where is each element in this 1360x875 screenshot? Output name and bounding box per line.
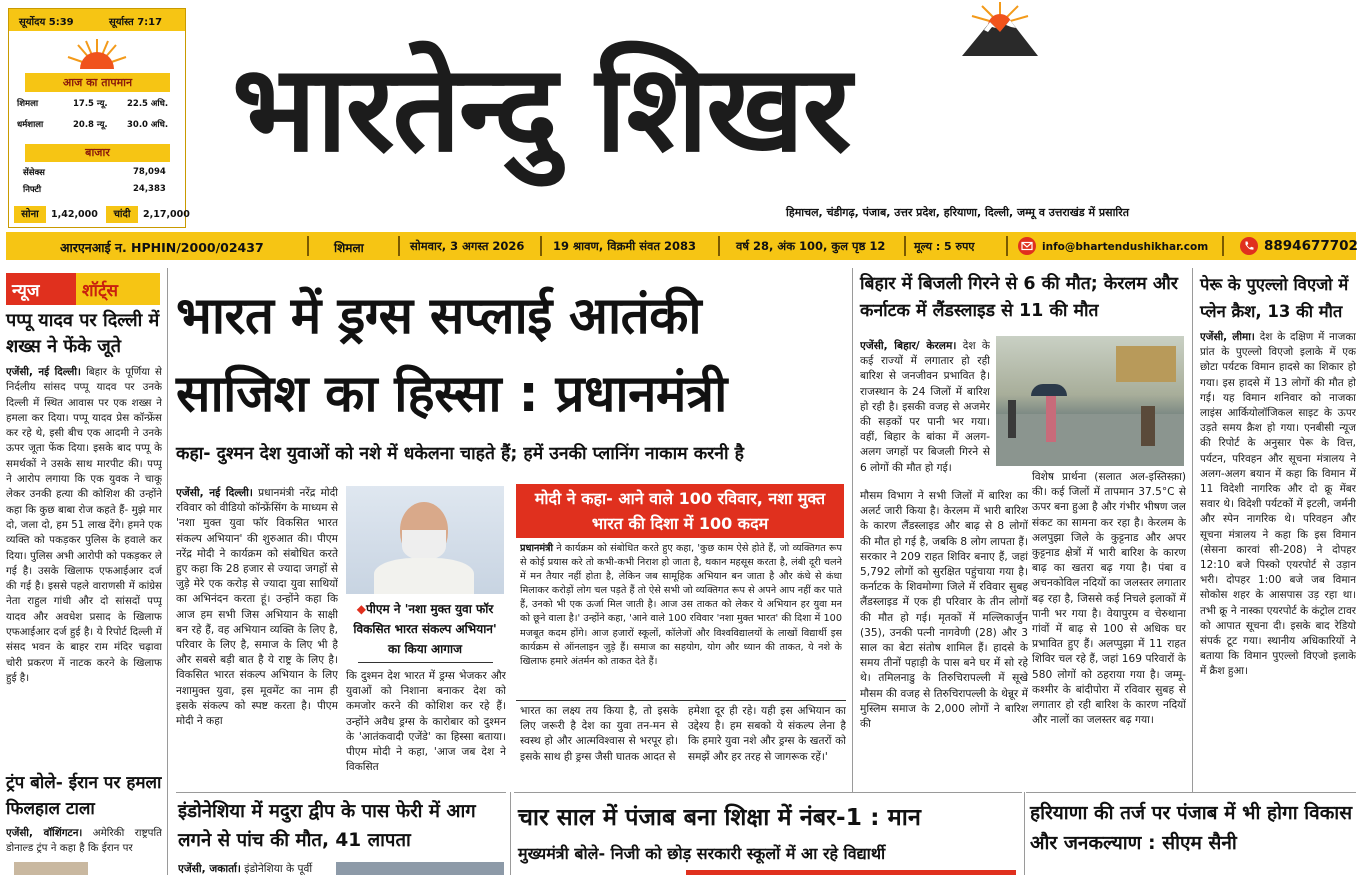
indonesia-headline: इंडोनेशिया में मदुरा द्वीप के पास फेरी में आग लगने से पांच की मौत, 41 लापता (178, 801, 476, 851)
dateline: एजेंसी, नई दिल्ली। (176, 487, 253, 499)
indonesia-body (178, 862, 328, 875)
temp-row (9, 98, 185, 109)
short-text: अमेरिकी राष्ट्रपति डोनाल्ड ट्रंप ने कहा है कि ईरान पर (6, 827, 162, 855)
temp-row (9, 119, 185, 130)
quote-box-body (520, 542, 842, 698)
temp-city: धर्मशाला (17, 120, 44, 130)
bullet-icon: ◆ (356, 602, 366, 616)
phone-icon (1240, 237, 1258, 255)
info-box (8, 8, 190, 228)
sun-icon (64, 37, 130, 71)
email-address[interactable]: info@bhartendushikhar.com (1042, 241, 1209, 253)
column-rule (510, 792, 511, 875)
rni-number: आरएनआई न. HPHIN/2000/02437 (60, 240, 264, 255)
mountain-logo-icon (960, 0, 1040, 56)
sunset-time: सूर्यास्त 7:17 (109, 17, 163, 28)
divider (718, 236, 720, 256)
issue-date: सोमवार, 3 अगस्त 2026 (410, 239, 525, 253)
caption-rule (358, 662, 493, 663)
lead-text: प्रधानमंत्री नरेंद्र मोदी रविवार को वीडियो कॉन्फ्रेंसिंग के माध्यम से 'नशा मुक्त युवा फॉर विकसित भारत संकल्प अभियान' की शुरुआत की। पीएम नरेंद्र मोदी ने कार्यक्रम को संबोधित करते हुए कहा कि 28 हजार से ज्यादा जगहों से जुड़े मेरे एक करोड़ से ज्यादा युवा साथियों का अभिनंदन करता हूं। उन्होंने कहा कि आज हम सभी जिस अभियान के साक्षी बन रहे हैं, वह अभियान व्यक्ति के लिए है, परिवार के लिए है, समाज के लिए भी है और सबसे बड़ी बात है ये राष्ट्र के लिए है। विकसित भारत संकल्प अभियान के लिए नशामुक्त युवा, इस मूवमेंट का नाम ही इसके संकल्प को स्पष्ट करता है। पीएम मोदी ने कहा (176, 487, 338, 728)
section-rule (1026, 792, 1356, 793)
divider (307, 236, 309, 256)
weather-body-a (860, 339, 990, 485)
photo-caption (346, 599, 504, 659)
photo-floodwater (996, 414, 1184, 466)
lead-column-4: हमेशा दूर ही रहे। यही इस अभियान का उद्देश्य है। हम सबको ये संकल्प लेना है कि हमारे युवा नशे और ड्रग्स के खतरों को समझें और हर तरह से जागरूक रहें।' (688, 705, 846, 763)
silver-label: चांदी (106, 206, 138, 223)
news-label: न्यूज (12, 281, 40, 301)
edition-city: शिमला (334, 241, 364, 255)
dateline: एजेंसी, बिहार/ केरलम। (860, 340, 957, 352)
column-rule (852, 268, 853, 792)
email-icon (1018, 237, 1036, 255)
weather-headline: बिहार में बिजली गिरने से 6 की मौत; केरलम और कर्नाटक में लैंडस्लाइड से 11 की मौत (860, 274, 1178, 321)
vikram-samvat: 19 श्रावण, विक्रमी संवत 2083 (553, 239, 697, 253)
lead-column-1 (176, 486, 338, 788)
quote-box-title: मोदी ने कहा- आने वाले 100 रविवार, नशा मुक्त भारत की दिशा में 100 कदम (534, 489, 826, 533)
column-rule (1192, 268, 1193, 792)
column-rule (1024, 792, 1025, 875)
photo-umbrella (1031, 384, 1067, 396)
dateline: एजेंसी, वॉशिंगटन। (6, 827, 83, 839)
price: मूल्य : 5 रुपए (914, 240, 975, 253)
temp-max: 30.0 अधि. (127, 120, 169, 130)
market-value: 24,383 (133, 184, 166, 194)
silver-value: 2,17,000 (143, 209, 190, 220)
indonesia-text: इंडोनेशिया के पूर्वी (244, 863, 313, 875)
tagline: हिमाचल, चंडीगढ़, पंजाब, उत्तर प्रदेश, हरियाणा, दिल्ली, जम्मू व उत्तराखंड में प्रसारित (786, 206, 1130, 219)
weather-body-b: मौसम विभाग ने सभी जिलों में बारिश का अलर्ट जारी किया है। केरलम में भारी बारिश के कारण लैंडस्लाइड और बाढ़ से 8 लोगों की मौत हो गई है, जबकि 8 लोग लापता हैं। सरकार ने 209 राहत शिविर बनाए हैं, जहां 5,792 लोगों को सुरक्षित पहुंचाया गया है। कर्नाटक के शिवमोग्गा जिले में रविवार सुबह लैंडस्लाइड में एक ही परिवार के तीन लोगों की मौत हो गई। मृतकों में मल्लिकार्जुन (35), उनकी पत्नी नागवेणी (28) और 3 साल का बेटा संतोष शामिल हैं। हादसे के समय तीनों पहाड़ी के पास बने घर में सो रहे थे। तमिलनाडु के तिरुचिरापल्ली में सूखे मौसम की वजह से तिरुचिरापल्ली के थेन्नूर में मुस्लिम समाज के 2,000 लोगों ने बारिश की (860, 490, 1028, 731)
dateline: एजेंसी, नई दिल्ली। (6, 366, 81, 378)
temp-max: 22.5 अधि. (127, 99, 169, 109)
peru-text: देश के दक्षिण में नाजका प्रांत के पुएल्लो विएजो इलाके में एक छोटा पर्यटक विमान हादसे का शिकार हो गया। इस हादसे में 13 लोगों की मौत हो गई। यह विमान शनिवार को नाजका लाइंस आर्कियोलॉजिकल साइट के ऊपर उड़ते समय क्रैश हो गया। एनबीसी न्यूज की रिपोर्ट के अनुसार पेरू के वित्त, पर्यटन, परिवहन और सूचना मंत्रालय ने अलग-अलग बयान में कहा कि विमान में 11 विदेशी नागरिक और दो क्रू मेंबर सवार थे। विदेशी पर्यटकों में इटली, जर्मनी और स्पेन नागरिक थे। परिवहन और सूचना मंत्रालय ने कहा कि इस विमान (सेसना कारवां सी-208) ने दोपहर 12:10 बजे पिस्को एयरपोर्ट से उड़ान भरी। दोपहर 1:00 बजे जब विमान सोकोस शहर के आसपास उड़ रहा था। तभी क्रू ने नास्का एयरपोर्ट के कंट्रोल टावर को आपात सूचना दी। इसके बाद रेडियो संपर्क टूट गया। स्थानीय अधिकारियों ने बताया कि विमान पुएल्लो विएजो इलाके में क्रैश हुआ। (1200, 331, 1356, 678)
divider (904, 236, 906, 256)
peru-body (1200, 330, 1356, 792)
divider (1222, 236, 1224, 256)
issue-details: वर्ष 28, अंक 100, कुल पृष्ठ 12 (736, 239, 886, 253)
market-name: सेंसेक्स (23, 168, 45, 178)
punjab-headline: चार साल में पंजाब बना शिक्षा में नंबर-1 : मान (518, 803, 921, 831)
photo-body (374, 558, 474, 594)
peru-headline: पेरू के पुएल्लो विएजो में प्लेन क्रैश, 13 की मौत (1200, 275, 1349, 321)
weather-body-c: विशेष प्रार्थना (सलात अल-इस्तिस्क़ा) की। कई जिलों में तापमान 37.5°C से ऊपर बना हुआ है और गंभीर भीषण जल संकट का सामना कर रहा है। केरलम के अलपुझा जिले के कुट्टनाड और अपर कुट्टनाड क्षेत्रों में भारी बारिश के कारण बाढ़ का खतरा बढ़ गया है। पंबा व अचनकोविल नदियों का जलस्तर लगातार बढ़ रहा है, जिससे कई निचले इलाकों में पानी भर गया है। वेयापुरम व चेरुथाना गांवों में बाढ़ से 100 से अधिक घर प्रभावित हुए हैं। अलप्पुझा में 11 राहत शिविर चल रहे हैं, जहां 169 परिवारों के 580 लोगों को ठहराया गया है। जम्मू-कश्मीर के बांदीपोरा में रविवार सुबह से लगातार हो रही बारिश के कारण नदियों और नालों का जलस्तर बढ़ गया। (1032, 471, 1186, 727)
newspaper-title: भारतेन्दु शिखर (232, 40, 850, 179)
ferry-photo (336, 862, 504, 875)
dateline: एजेंसी, लीमा। (1200, 331, 1255, 343)
divider (540, 236, 542, 256)
dateline: एजेंसी, जकार्ता। (178, 863, 241, 875)
photo-person (1141, 406, 1155, 446)
quote-box-rule (516, 700, 846, 701)
photo-person (1046, 396, 1056, 442)
lead-column-3: भारत का लक्ष्य तय किया है, तो इसके लिए जरूरी है देश का युवा तन-मन से स्वस्थ हो और आत्मविश्वास से भरपूर हो। इसके साथ ही ड्रग्स जैसी घातक आदत से (520, 705, 678, 763)
gold-value: 1,42,000 (51, 209, 98, 220)
short-headline: ट्रंप बोले- ईरान पर हमला फिलहाल टाला (6, 773, 162, 819)
lead-column-2: कि दुश्मन देश भारत में ड्रग्स भेजकर और युवाओं को निशाना बनाकर देश को कमजोर करने की कोशिश कर रहे हैं। उन्होंने अवैध ड्रग्स के कारोबार को दुश्मन के 'आतंकवादी एजेंडे' का हिस्सा बताया। पीएम मोदी ने कहा, 'आज जब देश ने विकसित (346, 670, 506, 774)
temp-min: 20.8 न्यू. (73, 120, 108, 130)
flood-photo (996, 336, 1184, 466)
caption-text: पीएम ने 'नशा मुक्त युवा फॉर विकसित भारत संकल्प अभियान' का किया आगाज (353, 602, 497, 656)
short-body (6, 365, 162, 765)
short-text: बिहार के पूर्णिया से निर्दलीय सांसद पप्पू यादव पर उनके दिल्ली में स्थित आवास पर एक शख्स ने हमला कर दिया। पप्पू यादव प्रेस कॉन्फ्रेंस कर रहे थे, इसी बीच एक आदमी ने उनके ऊपर जूता फेंक दिया। इसके बाद पप्पू के समर्थकों ने उसके साथ मारपीट की। पप्पू ने आरोप लगाया कि एक युवक ने चाकू लेकर उनकी हत्या की कोशिश की उन्होंने कहा कि कुछ बाबा रोज कहते हैं- मुझे मार दो, जला दो, हम 51 लाख देंगे। हमने एक व्यक्ति को पकड़कर पुलिस के हवाले कर दिया। पुलिस अभी आरोपी को पकड़कर ले गई है। उसके खिलाफ एफआईआर दर्ज की गई है। इससे पहले वाराणसी में कांग्रेस नेता राहुल गांधी और दो सांसदों पप्पू यादव और अवधेश प्रसाद के खिलाफ एफआईआर दर्ज हुई है। ये रिपोर्ट दिल्ली में संसद भवन के बाहर राम मंदिर चढ़ावा चोरी प्रकरण में नाटक करने के खिलाफ हुई है। (6, 366, 162, 684)
short-headline: पप्पू यादव पर दिल्ली में शख्स ने फेंके जूते (6, 310, 160, 357)
market-value: 78,094 (133, 167, 166, 177)
punjab-red-bar (686, 870, 1016, 875)
punjab-subhead: मुख्यमंत्री बोले- निजी को छोड़ सरकारी स्कूलों में आ रहे विद्यार्थी (518, 844, 886, 863)
photo-person (1008, 400, 1016, 438)
divider (398, 236, 400, 256)
quote-lead: प्रधानमंत्री (520, 543, 554, 554)
lead-headline: भारत में ड्रग्स सप्लाई आतंकी साजिश का हिस्सा : प्रधानमंत्री (176, 287, 727, 424)
column-rule (167, 268, 168, 875)
pm-photo (346, 486, 504, 594)
trump-photo (14, 862, 88, 875)
weather-text: देश के कई राज्यों में लगातार हो रही बारिश से जनजीवन प्रभावित है। राजस्थान के 24 जिलों में बारिश हो रही है। इसकी वजह से अजमेर की सड़कों पर पानी भर गया। वहीं, बिहार के बांका में अलग-अलग जगहों पर बिजली गिरने से 6 लोगों की मौत हो गई। (860, 340, 990, 474)
quote-text: ने कार्यक्रम को संबोधित करते हुए कहा, 'कुछ काम ऐसे होते हैं, जो व्यक्तिगत रूप से कोई प्रयास करे तो कभी-कभी निराश हो जाता है, थकान महसूस करता है, लंबी दूरी चलने में मन तैयार नहीं होता है, लेकिन जब सामूहिक अभियान बन जाता है और कंधे से कंधा मिलाकर करोड़ों लोग चल पड़ते हैं तो ऐसे सभी जो व्यक्तिगत रूप से अपने आप नहीं कर पाते हैं, उनको भी एक ऊर्जा मिल जाती है। आज उस ताकत को लेकर ये अभियान हर युवा मन को छूने वाला है।' उन्होंने कहा, 'आने वाले 100 रविवार 'नशा मुक्त भारत' की दिशा में 100 मजबूत कदम होंगे। आज हजारों स्कूलों, कॉलेजों और विश्वविद्यालयों के लाखों विद्यार्थी इस कार्यक्रम से ऑनलाइन जुड़े हैं। समाज का सहयोग, योग और ध्यान की ताकत, ये नशे के खिलाफ हमारे अंतर्मन को ताकत देते हैं। (520, 543, 842, 667)
photo-building (1116, 346, 1176, 382)
market-row (9, 184, 185, 195)
temperature-heading: आज का तापमान (25, 73, 170, 92)
market-row (9, 167, 185, 178)
section-rule (176, 792, 506, 793)
temp-city: शिमला (17, 99, 39, 109)
haryana-headline: हरियाणा की तर्ज पर पंजाब में भी होगा विकास और जनकल्याण : सीएम सैनी (1030, 802, 1353, 854)
temp-min: 17.5 न्यू. (73, 99, 108, 109)
sunrise-time: सूर्योदय 5:39 (19, 17, 74, 28)
phone-number[interactable]: 8894677702 (1264, 238, 1358, 254)
market-name: निफ्टी (23, 185, 42, 195)
market-heading: बाजार (25, 144, 170, 162)
shorts-label: शॉर्ट्स (82, 281, 119, 301)
divider (1006, 236, 1008, 256)
gold-label: सोना (14, 206, 46, 223)
photo-beard (402, 530, 446, 560)
lead-subhead: कहा- दुश्मन देश युवाओं को नशे में धकेलना चाहते हैं; हमें उनकी प्लानिंग नाकाम करनी है (176, 444, 744, 464)
